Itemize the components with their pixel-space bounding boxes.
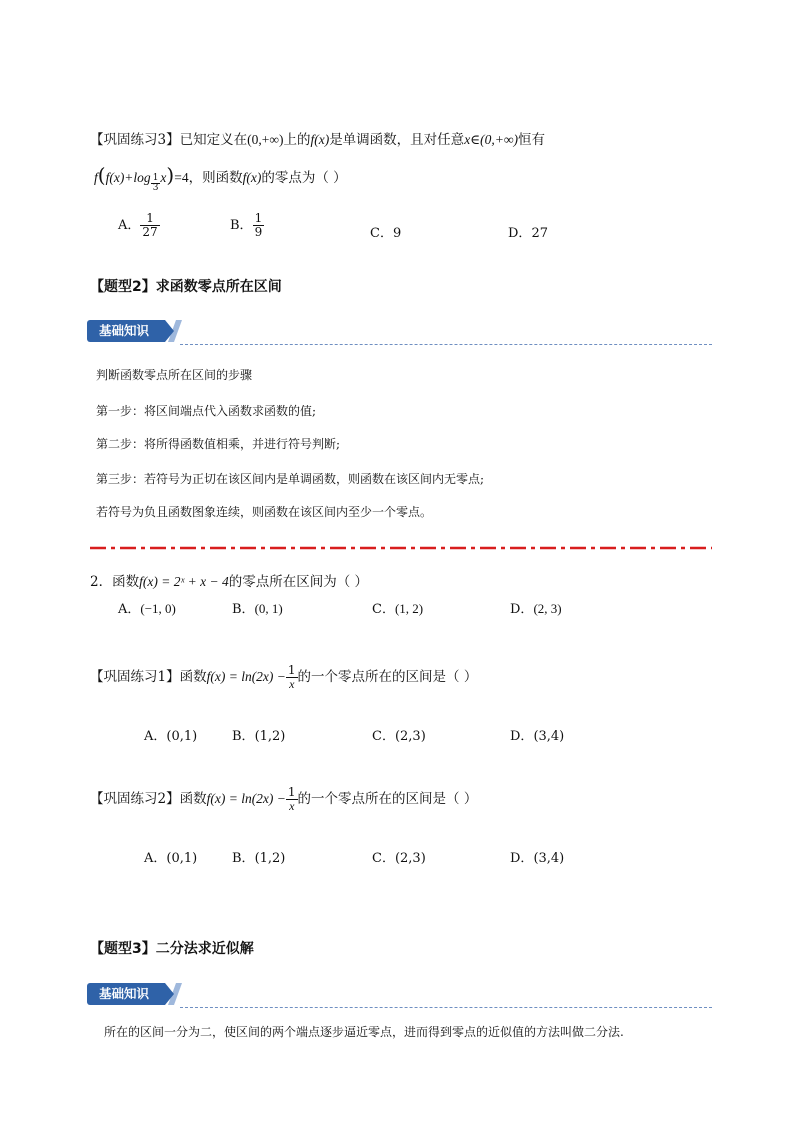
step-intro: 判断函数零点所在区间的步骤 <box>96 368 253 382</box>
bisection-definition: 所在的区间一分为二，使区间的两个端点逐步逼近零点，进而得到零点的近似值的方法叫做二分法. <box>104 1025 624 1039</box>
option-d[interactable]: D．(2, 3) <box>510 601 562 617</box>
basic-knowledge-tag: 基础知识 <box>87 983 165 1005</box>
option-c[interactable]: C．9 <box>370 226 402 241</box>
question-gonggu2-stem: 【巩固练习2】函数f(x) = ln(2x) − $\frac{1}{x}$ 的一个零点所在的区间是（ ） <box>90 785 478 813</box>
step-three-continued: 若符号为负且函数图象连续，则函数在该区间内至少一个零点。 <box>96 505 433 519</box>
basic-knowledge-tag: 基础知识 <box>87 320 165 342</box>
option-b[interactable]: B．(1,2) <box>232 851 286 866</box>
option-c[interactable]: C．(2,3) <box>372 851 426 866</box>
option-d[interactable]: D．27 <box>508 226 548 241</box>
step-one: 第一步：将区间端点代入函数求函数的值; <box>96 404 317 418</box>
option-d[interactable]: D．(3,4) <box>510 851 565 866</box>
option-b[interactable]: B．(0, 1) <box>232 601 283 617</box>
red-dashdot-divider <box>90 546 712 549</box>
question-gonggu1-stem: 【巩固练习1】函数f(x) = ln(2x) − $\frac{1}{x}$ 的一个零点所在的区间是（ ） <box>90 663 478 691</box>
step-three: 第三步：若符号为正切在该区间内是单调函数，则函数在该区间内无零点; <box>96 472 485 486</box>
section-title-type3: 【题型3】二分法求近似解 <box>90 941 254 957</box>
option-d[interactable]: D．(3,4) <box>510 729 565 744</box>
question-prefix: 【巩固练习3】 <box>90 132 180 148</box>
option-c[interactable]: C．(2,3) <box>372 729 426 744</box>
question-2-stem: 2．函数f(x) = 2ˣ + x − 4的零点所在区间为（ ） <box>90 574 369 590</box>
option-b[interactable]: B．(1,2) <box>232 729 286 744</box>
section-title-type2: 【题型2】求函数零点所在区间 <box>90 279 282 295</box>
log-base-fraction: $\frac{1}{3}$ <box>152 173 159 193</box>
option-a[interactable]: A．(−1, 0) <box>118 601 176 617</box>
question-gonggu3-stem: 【巩固练习3】已知定义在(0,+∞)上的f(x)是单调函数，且对任意x∈(0,+∞)恒有 <box>90 132 546 148</box>
question-gonggu3-equation: f(f(x)+log $\frac{1}{3}$ x)=4，则函数f(x)的零点为（ ） <box>94 163 347 193</box>
option-a[interactable]: A．(0,1) <box>144 851 198 866</box>
option-a[interactable]: A． $\frac{1}{27}$ <box>118 211 158 239</box>
option-c[interactable]: C．(1, 2) <box>372 601 424 617</box>
option-a[interactable]: A．(0,1) <box>144 729 198 744</box>
option-b[interactable]: B． $\frac{1}{9}$ <box>230 211 263 239</box>
step-two: 第二步：将所得函数值相乘，并进行符号判断; <box>96 437 341 451</box>
dashed-divider <box>180 1007 712 1008</box>
dashed-divider <box>180 344 712 345</box>
